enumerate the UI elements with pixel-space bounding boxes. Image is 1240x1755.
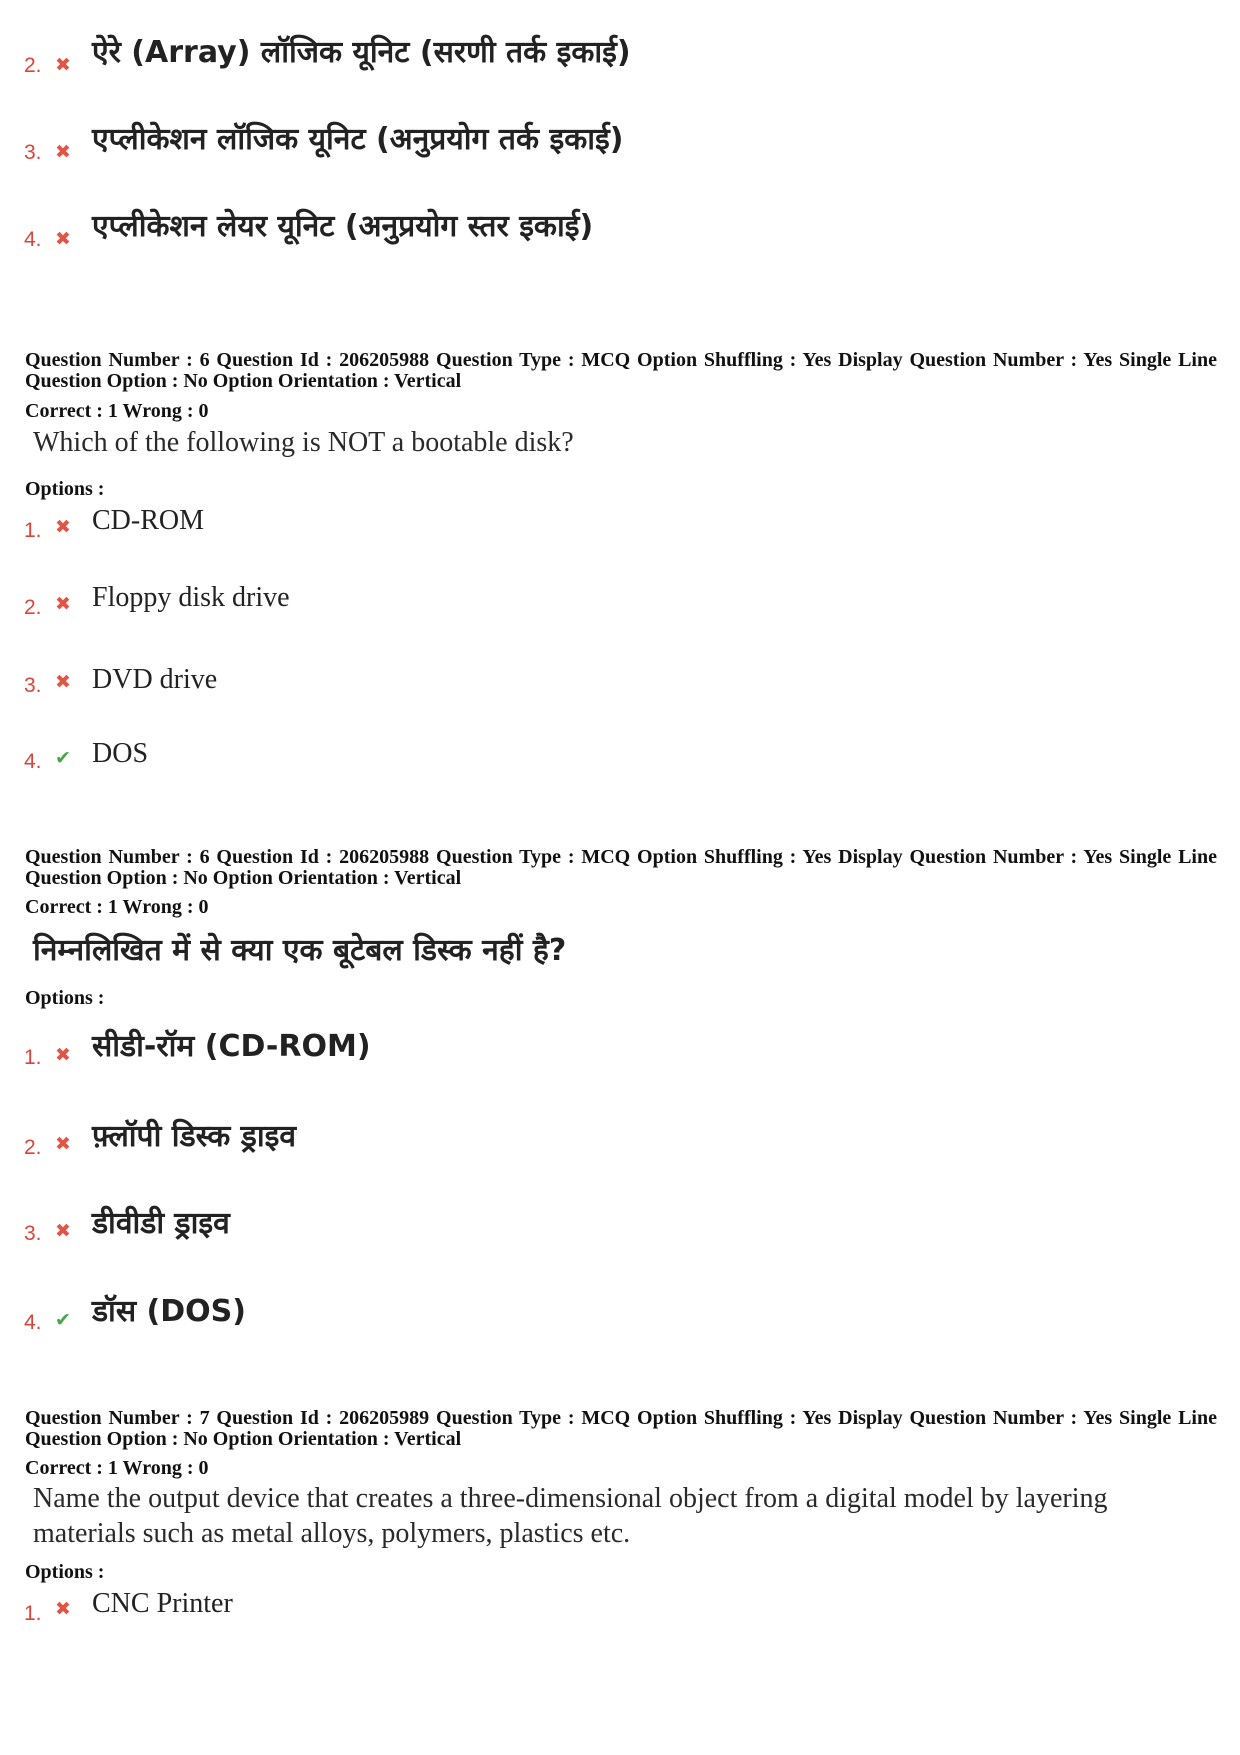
options-label: Options : <box>25 1561 105 1583</box>
option-text: DVD drive <box>92 664 218 695</box>
cross-icon: ✖ <box>55 1220 71 1242</box>
options-label: Options : <box>25 987 105 1009</box>
option-number: 4. <box>24 750 42 773</box>
check-icon: ✔ <box>55 1309 71 1331</box>
option-number: 1. <box>24 1602 42 1625</box>
option-text: डीवीडी ड्राइव <box>92 1206 230 1241</box>
cross-icon: ✖ <box>55 593 71 615</box>
question-meta: Question Number : 7 Question Id : 206205989 Question Type : MCQ Option Shuffling : Yes Display Question Number : Yes Single Line Question Option : No Option Orientation : Vertical <box>25 1407 1217 1450</box>
option-number: 4. <box>24 228 42 251</box>
question-text: Which of the following is NOT a bootable disk? <box>33 427 574 458</box>
option-number: 3. <box>24 141 42 164</box>
question-text: निम्नलिखित में से क्या एक बूटेबल डिस्क नहीं है? <box>33 933 567 968</box>
options-label: Options : <box>25 478 105 500</box>
option-text: CNC Printer <box>92 1588 233 1619</box>
option-text: एप्लीकेशन लेयर यूनिट (अनुप्रयोग स्तर इकाई) <box>92 209 594 244</box>
cross-icon: ✖ <box>55 516 71 538</box>
option-number: 3. <box>24 1222 42 1245</box>
question-meta: Question Number : 6 Question Id : 206205988 Question Type : MCQ Option Shuffling : Yes Display Question Number : Yes Single Line Question Option : No Option Orientation : Vertical <box>25 349 1217 392</box>
question-text: Name the output device that creates a three-dimensional object from a digital model by layering materials such as metal alloys, polymers, plastics etc. <box>33 1483 1108 1549</box>
option-text: सीडी-रॉम (CD-ROM) <box>92 1029 371 1064</box>
cross-icon: ✖ <box>55 54 71 76</box>
option-text: डॉस (DOS) <box>92 1294 246 1329</box>
check-icon: ✔ <box>55 747 71 769</box>
cross-icon: ✖ <box>55 1044 71 1066</box>
option-text: Floppy disk drive <box>92 582 290 613</box>
cross-icon: ✖ <box>55 671 71 693</box>
option-text: एप्लीकेशन लॉजिक यूनिट (अनुप्रयोग तर्क इकाई) <box>92 122 624 157</box>
option-number: 2. <box>24 596 42 619</box>
option-text: ऐरे (Array) लॉजिक यूनिट (सरणी तर्क इकाई) <box>92 35 631 70</box>
cross-icon: ✖ <box>55 1598 71 1620</box>
option-number: 1. <box>24 519 42 542</box>
option-number: 2. <box>24 54 42 77</box>
option-number: 3. <box>24 674 42 697</box>
cross-icon: ✖ <box>55 228 71 250</box>
cross-icon: ✖ <box>55 1133 71 1155</box>
option-text: फ़्लॉपी डिस्क ड्राइव <box>92 1119 297 1154</box>
option-number: 1. <box>24 1046 42 1069</box>
question-marks: Correct : 1 Wrong : 0 <box>25 400 209 422</box>
option-text: DOS <box>92 738 149 769</box>
question-marks: Correct : 1 Wrong : 0 <box>25 896 209 918</box>
cross-icon: ✖ <box>55 141 71 163</box>
question-meta: Question Number : 6 Question Id : 206205988 Question Type : MCQ Option Shuffling : Yes Display Question Number : Yes Single Line Question Option : No Option Orientation : Vertical <box>25 846 1217 889</box>
option-text: CD-ROM <box>92 505 205 536</box>
question-marks: Correct : 1 Wrong : 0 <box>25 1457 209 1479</box>
option-number: 2. <box>24 1136 42 1159</box>
option-number: 4. <box>24 1311 42 1334</box>
